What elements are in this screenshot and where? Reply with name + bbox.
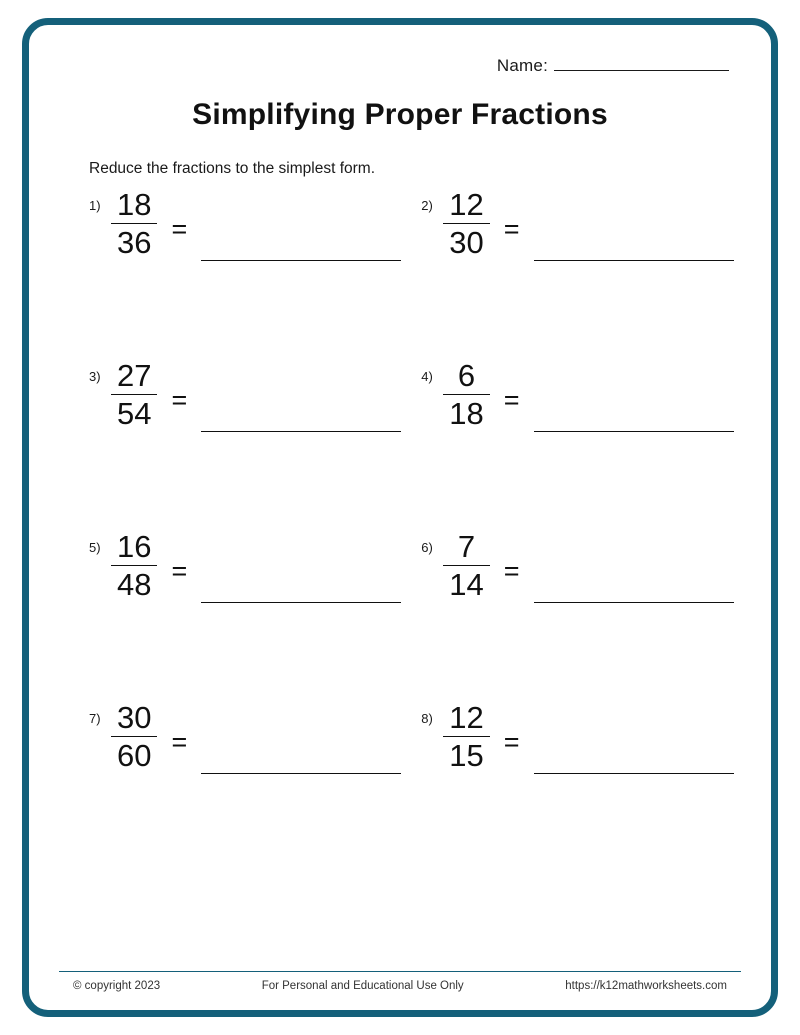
problem-item (65, 186, 401, 357)
equals-sign: = (171, 385, 188, 415)
footer-row (59, 980, 741, 992)
fraction-bar (111, 223, 157, 224)
footer-usage-note: For Personal and Educational Use Only (261, 980, 464, 992)
fraction-numerator: 18 (117, 187, 152, 222)
fraction (443, 530, 489, 602)
footer-copyright: © copyright 2023 (73, 980, 161, 992)
answer-blank[interactable] (534, 431, 734, 432)
fraction-denominator: 18 (449, 396, 484, 432)
fraction-denominator: 14 (449, 567, 484, 603)
fraction (111, 188, 157, 260)
fraction-numerator: 16 (117, 529, 152, 564)
fraction (111, 359, 157, 431)
fraction-numerator: 12 (449, 187, 484, 222)
instructions-text: Reduce the fractions to the simplest form. (89, 160, 376, 177)
fraction (443, 359, 489, 431)
equals-sign: = (503, 556, 520, 586)
answer-blank[interactable] (534, 602, 734, 603)
fraction-numerator: 30 (117, 700, 152, 735)
problem-item (401, 528, 735, 699)
answer-blank[interactable] (534, 260, 734, 261)
name-input-blank[interactable] (554, 55, 729, 71)
footer-website-link[interactable]: https://k12mathworksheets.com (565, 980, 727, 992)
fraction (111, 701, 157, 773)
equals-sign: = (171, 556, 188, 586)
problem-item (65, 357, 401, 528)
fraction-numerator: 7 (457, 529, 476, 564)
problem-item (65, 699, 401, 870)
equals-sign: = (171, 727, 188, 757)
problem-item (65, 528, 401, 699)
fraction-bar (443, 736, 489, 737)
problem-number: 1) (89, 198, 101, 213)
problem-item (401, 699, 735, 870)
worksheet-border-frame (22, 18, 778, 1017)
fraction-denominator: 48 (117, 567, 152, 603)
equals-sign: = (503, 214, 520, 244)
worksheet-content (29, 25, 771, 1010)
fraction-bar (443, 565, 489, 566)
problem-grid (65, 186, 735, 870)
problem-number: 3) (89, 369, 101, 384)
fraction (111, 530, 157, 602)
fraction (443, 188, 489, 260)
fraction-numerator: 27 (117, 358, 152, 393)
page-title: Simplifying Proper Fractions (192, 98, 608, 131)
fraction-denominator: 36 (117, 225, 152, 261)
problem-number: 2) (421, 198, 433, 213)
answer-blank[interactable] (534, 773, 734, 774)
problem-number: 4) (421, 369, 433, 384)
fraction-bar (111, 565, 157, 566)
answer-blank[interactable] (201, 260, 401, 261)
footer-divider (59, 971, 741, 972)
problem-item (401, 186, 735, 357)
name-row (65, 55, 735, 76)
fraction-denominator: 60 (117, 738, 152, 774)
answer-blank[interactable] (201, 773, 401, 774)
name-label: Name: (496, 56, 548, 75)
problem-number: 5) (89, 540, 101, 555)
problem-number: 8) (421, 711, 433, 726)
problem-number: 6) (421, 540, 433, 555)
fraction-numerator: 6 (457, 358, 476, 393)
problem-item (401, 357, 735, 528)
equals-sign: = (171, 214, 188, 244)
fraction-denominator: 15 (449, 738, 484, 774)
equals-sign: = (503, 385, 520, 415)
fraction (443, 701, 489, 773)
answer-blank[interactable] (201, 602, 401, 603)
fraction-numerator: 12 (449, 700, 484, 735)
problem-number: 7) (89, 711, 101, 726)
fraction-denominator: 30 (449, 225, 484, 261)
fraction-denominator: 54 (117, 396, 152, 432)
fraction-bar (111, 394, 157, 395)
fraction-bar (443, 394, 489, 395)
footer (59, 971, 741, 992)
equals-sign: = (503, 727, 520, 757)
fraction-bar (111, 736, 157, 737)
fraction-bar (443, 223, 489, 224)
answer-blank[interactable] (201, 431, 401, 432)
